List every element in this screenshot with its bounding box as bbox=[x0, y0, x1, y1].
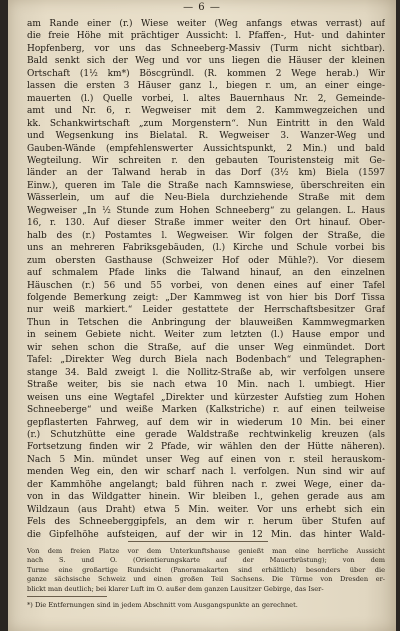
text-line: die Gipfelhöhe aufsteigen, auf der wir in 12 Min. das hinter Wald- bbox=[27, 529, 385, 538]
text-line: Gauben-Wände (empfehlenswerter Aussichtspunkt, 2 Min.) und bald bbox=[27, 143, 385, 154]
small-text-line: blickt man deutlich; bei klarer Luft im O. außer dem ganzen Lausitzer Gebirge, das Iser- bbox=[27, 584, 324, 593]
text-line: Fortsetzung finden wir 2 Pfade, wir wählen den der Hütte näheren). bbox=[27, 442, 385, 453]
text-line: Straße weiter, bis sie nach etwa 10 Min. nach l. umbiegt. Hier bbox=[27, 380, 385, 391]
text-line: Häuschen (r.) 56 und 55 vorbei, von denen eines auf einer Tafel bbox=[27, 280, 385, 291]
text-line: folgende Bemerkung zeigt: „Der Kammweg ist von hier bis Dorf Tissa bbox=[27, 292, 385, 303]
text-line: Ortschaft (1½ km*) Böscgründl. (R. kommen 2 Wege herab.) Wir bbox=[27, 68, 385, 79]
text-line: menden Weg ein, den wir scharf nach l. verfolgen. Nun sind wir auf bbox=[27, 467, 385, 478]
text-line: und Wegsenkung ins Bielatal. R. Wegweiser 3. Wanzer-Weg und bbox=[27, 131, 385, 142]
text-line: kk. Schankwirtschaft „zum Morgenstern“. Nun Eintritt in den Wald bbox=[27, 118, 385, 129]
text-line: in seinem Gebiete nicht. Weiter zum letzten (l.) Hause empor und bbox=[27, 330, 385, 341]
small-text-line: ganze sächsische Schweiz und einen großen Teil Sachsens. Die Türme von Dresden er- bbox=[27, 575, 385, 584]
footnote-rule bbox=[27, 596, 107, 597]
small-text-line: nach S. und O. (Orientierungskarte auf der Mauerbrüstung); von dem bbox=[27, 556, 385, 565]
text-line: Nach 5 Min. mündet unser Weg auf einen von r. steil herauskom- bbox=[27, 454, 385, 465]
text-line: 16, r. 130. Auf dieser Straße immer weiter den Ort hinauf. Ober- bbox=[27, 218, 385, 229]
text-line: mauerten (l.) Quelle vorbei, l. altes Bauernhaus Nr. 2, Gemeinde- bbox=[27, 93, 385, 104]
small-text-line: Turme eine großartige Rundsicht (Panoramakarten sind erhältlich) besonders über die bbox=[27, 565, 385, 574]
text-line: wir sehen schon die Straße, auf die unser Weg einmündet. Dort bbox=[27, 342, 385, 353]
text-line: nur weiß markiert.“ Leider gestattete der Herrschaftsbesitzer Graf bbox=[27, 305, 385, 316]
text-line: auf schmalem Pfade links die Talwand hinauf, an den einzelnen bbox=[27, 268, 385, 279]
view-description-text bbox=[27, 547, 385, 594]
text-line: Hopfenberg, vor uns das Schneeberg-Massiv (Turm nicht sichtbar). bbox=[27, 43, 385, 54]
text-line: Schneeberge“ und weiße Marken (Kalkstriche) r. auf einen teilweise bbox=[27, 405, 385, 416]
book-page bbox=[8, 0, 396, 631]
footnote: *) Die Entfernungen sind in jedem Abschnitt vom Ausgangspunkte an gerechnet. bbox=[27, 601, 298, 609]
text-line: Tafel: „Direkter Weg durch Biela nach Bodenbach“ und Telegraphen- bbox=[27, 355, 385, 366]
page-number: — 6 — bbox=[183, 2, 221, 13]
text-line: Einw.), queren im Tale die Straße nach Kamnswiese, überschreiten ein bbox=[27, 180, 385, 191]
text-line: Wässerlein, um auf die Neu-Biela durchziehende Straße mit dem bbox=[27, 193, 385, 204]
text-line: Bald senkt sich der Weg und vor uns liegen die Häuser der kleinen bbox=[27, 56, 385, 67]
text-line: Wegteilung. Wir schreiten r. den gebauten Touristensteig mit Ge- bbox=[27, 155, 385, 166]
text-line: Wegweiser „In ½ Stunde zum Hohen Schneeberg“ zu gelangen. L. Haus bbox=[27, 205, 385, 216]
text-line: länder an der Talwand herab in das Dorf (3½ km) Biela (1597 bbox=[27, 168, 385, 179]
text-line: uns an mehreren Fabriksgebäuden, (l.) Kirche und Schule vorbei bis bbox=[27, 243, 385, 254]
text-line: Thun in Tetschen die Anbringung der blauweißen Kammwegmarken bbox=[27, 317, 385, 328]
text-line: Wildzaun (aus Draht) etwa 5 Min. weiter. Vor uns erhebt sich ein bbox=[27, 504, 385, 515]
section-rule bbox=[128, 541, 268, 542]
text-line: die freie Höhe mit prächtiger Aussicht: l. Pfaffen-, Hut- und dahinter bbox=[27, 31, 385, 42]
text-line: weisen uns eine Wegtafel „Direkter und kürzester Aufstieg zum Hohen bbox=[27, 392, 385, 403]
text-line: zum obersten Gasthause (Schweizer Hof oder Mühle?). Vor diesem bbox=[27, 255, 385, 266]
text-line: stange 34. Bald zweigt l. die Nollitz-Straße ab, wir verfolgen unsere bbox=[27, 367, 385, 378]
text-line: der Kammhöhe angelangt; bald führen nach r. zwei Wege, einer da- bbox=[27, 479, 385, 490]
small-text-line: Von dem freien Platze vor dem Unterkunftshause genießt man eine herrliche Aussicht bbox=[27, 547, 385, 555]
text-line: (r.) Schutzhütte eine gerade Waldstraße rechtwinkelig kreuzen (als bbox=[27, 429, 385, 440]
body-text bbox=[27, 18, 385, 538]
text-line: halb des (r.) Postamtes l. Wegweiser. Wir folgen der Straße, die bbox=[27, 230, 385, 241]
text-line: gepflasterten Fahrweg, auf dem wir in wiederum 10 Min. bei einer bbox=[27, 417, 385, 428]
text-line: amt und Nr. 6, r. Wegweiser mit dem 2. Kammwegzeichen und bbox=[27, 106, 385, 117]
text-line: lassen die ersten 3 Häuser ganz l., biegen r. um, an einer einge- bbox=[27, 81, 385, 92]
text-line: Fels des Schneeberggipfels, an dem wir r. herum über Stufen auf bbox=[27, 517, 385, 528]
text-line: von in das Wildgatter hinein. Wir bleiben l., gehen gerade aus am bbox=[27, 492, 385, 503]
text-line: am Rande einer (r.) Wiese weiter (Weg anfangs etwas verrast) auf bbox=[27, 19, 385, 29]
